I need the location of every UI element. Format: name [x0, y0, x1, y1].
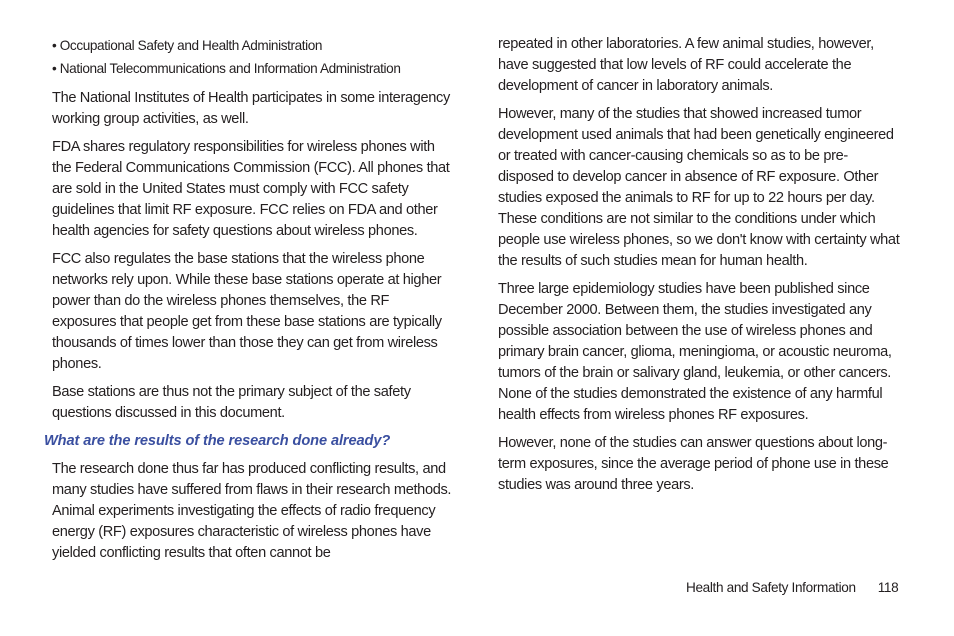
body-paragraph: The National Institutes of Health participates in some interagency working group activities, as well. [52, 90, 450, 127]
bullet-item: • Occupational Safety and Health Administration [52, 34, 456, 57]
body-paragraph: However, many of the studies that showed increased tumor development used animals that had been genetically engineered or treated with cancer-causing chemicals so as to be pre-disposed to develop cancer in absence of RF exposure. Other studies exposed the animals to RF for up to 22 hours per day. These conditions are not similar to the conditions under which people use wireless phones, so we don't know with certainty what the results of such studies mean for human health. [498, 106, 900, 269]
body-paragraph: Three large epidemiology studies have been published since December 2000. Between them, the studies investigated any possible association between the use of wireless phones and primary brain cancer, glioma, meningioma, or acoustic neuroma, tumors of the brain or salivary gland, leukemia, or other cancers. None of the studies demonstrated the existence of any harmful health effects from wireless phones RF exposures. [498, 281, 892, 423]
agency-bullet-list [52, 34, 456, 80]
page-footer [686, 578, 898, 598]
bullet-item: • National Telecommunications and Information Administration [52, 57, 456, 80]
body-paragraph: However, none of the studies can answer questions about long-term exposures, since the average period of phone use in these studies was around three years. [498, 435, 889, 493]
body-paragraph: FDA shares regulatory responsibilities for wireless phones with the Federal Communications Commission (FCC). All phones that are sold in the United States must comply with FCC safety guidelines that limit RF exposure. FCC relies on FDA and other health agencies for safety questions about wireless phones. [52, 139, 450, 239]
body-paragraph: FCC also regulates the base stations that the wireless phone networks rely upon. While these base stations operate at higher power than do the wireless phones themselves, the RF exposures that people get from these base stations are typically thousands of times lower than those they can get from wireless phones. [52, 251, 442, 372]
left-column [44, 34, 456, 571]
page-number: 118 [877, 580, 899, 595]
body-paragraph: Base stations are thus not the primary subject of the safety questions discussed in this document. [52, 384, 411, 421]
body-paragraph: repeated in other laboratories. A few animal studies, however, have suggested that low levels of RF could accelerate the development of cancer in laboratory animals. [498, 36, 874, 94]
right-column [498, 34, 900, 503]
footer-section-title: Health and Safety Information [686, 580, 856, 595]
body-paragraph: The research done thus far has produced conflicting results, and many studies have suffered from flaws in their research methods. Animal experiments investigating the effects of radio frequency energy (RF) exposures characteristic of wireless phones have yielded conflicting results that often cannot be [52, 461, 452, 561]
section-heading: What are the results of the research done already? [44, 433, 391, 449]
